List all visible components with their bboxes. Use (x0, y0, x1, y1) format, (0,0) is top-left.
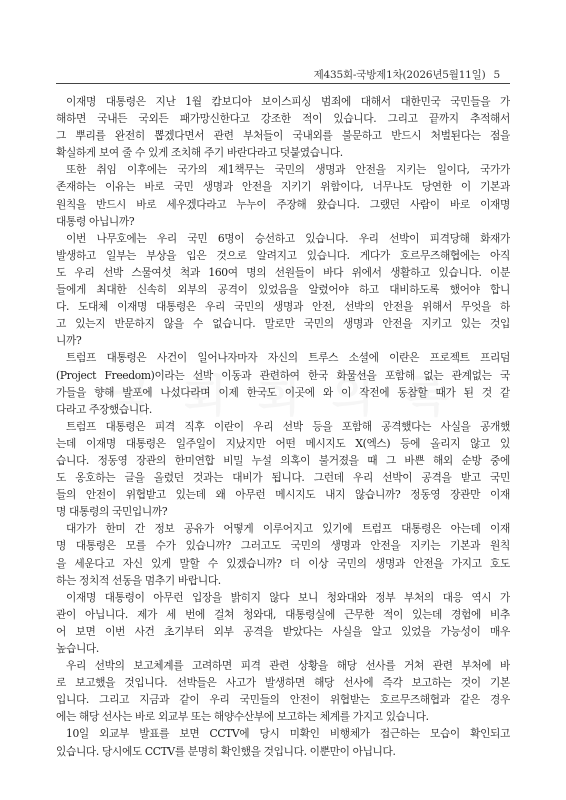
text-line: 도 옹호하는 글을 올렸던 것과는 대비가 됩니다. 그런데 우리 선박이 공격을 받고 국민 (56, 471, 510, 485)
document-body (56, 93, 510, 760)
text-line: 명 대통령은 모를 수가 있습니까? 그러고도 국민의 생명과 안전을 지키는 기본과 원칙 (56, 539, 510, 553)
text-line: 관이 아닙니다. 제가 세 번에 걸쳐 청와대, 대통령실에 근무한 적이 있는데 경험에 비추 (56, 607, 510, 621)
text-line: 트럼프 대통령은 사건이 일어나자마자 자신의 트루스 소셜에 이란은 프로젝트 프리덤 (66, 351, 510, 365)
text-line: 에는 해당 선사는 바로 외교부 또는 해양수산부에 보고하는 체계를 가지고 있습니다. (56, 710, 429, 724)
text-line: 하는 정치적 선동을 멈추기 바랍니다. (56, 573, 221, 587)
text-line: 습니다. 정동영 장관의 한미연합 비밀 누설 의혹이 불거졌을 때 그 바쁜 해외 순방 중에 (56, 453, 510, 467)
text-line: (Project Freedom)이라는 선박 이동과 관련하여 한국 화물선을 포함해 없는 관계없는 국 (56, 368, 510, 382)
text-line: 우리 선박의 보고체계를 고려하면 피격 관련 상황을 해당 선사를 거쳐 관련 부처에 바 (66, 659, 510, 673)
text-line: 높습니다. (56, 642, 99, 655)
paragraph (56, 349, 510, 417)
text-line: 이재명 대통령이 아무런 입장을 밝히지 않다 보니 청와대와 정부 부처의 대응 역시 가 (66, 590, 510, 604)
text-line: 대가가 한미 간 정보 공유가 어떻게 이루어지고 있기에 트럼프 대통령은 아는데 이재 (66, 522, 510, 536)
text-line: 발생하고 일부는 부상을 입은 것으로 알려지고 있습니다. 게다가 호르무즈해협에는 아직 (56, 248, 510, 262)
text-line: 그 뿌리를 완전히 뽑겠다면서 관련 부처들이 국내외를 불문하고 반드시 처벌된다는 점을 (56, 129, 510, 143)
header-title: 제435회-국방제1차(2026년5월11일) (313, 69, 486, 81)
text-line: 10일 외교부 발표를 보면 CCTV에 당시 미확인 비행체가 접근하는 모습이 확인되고 (66, 727, 510, 741)
header-divider (56, 83, 510, 84)
text-line: 원칙을 반드시 바로 세우겠다라고 누누이 주장해 왔습니다. 그랬던 사람이 바로 이재명 (56, 197, 510, 211)
text-line: 들에게 최대한 신속히 외부의 공격이 있었음을 알렸어야 하고 대비하도록 했어야 합니 (56, 283, 510, 297)
paragraph (56, 230, 510, 350)
text-line: 도 우리 선박 스물여섯 척과 160여 명의 선원들이 바다 위에서 생활하고 있습니다. 이분 (56, 265, 510, 279)
text-line: 어 보면 이번 사건 초기부터 외부 공격을 받았다는 사실을 알고 있었을 가능성이 매우 (56, 624, 510, 638)
page-header (314, 67, 500, 82)
text-line: 명 대통령의 국민입니까? (56, 505, 168, 519)
text-line: 는데 이재명 대통령은 일주일이 지났지만 어떤 메시지도 X(엑스) 등에 올리지 않고 있 (56, 436, 510, 450)
text-line: 로 보고했을 것입니다. 선박들은 사고가 발생하면 해당 선사에 즉각 보고하는 것이 기본 (56, 676, 510, 690)
text-line: 이재명 대통령은 지난 1월 캄보디아 보이스피싱 범죄에 대해서 대한민국 국민들을 가 (66, 95, 510, 108)
text-line: 니까? (56, 334, 82, 348)
text-line: 대통령 아닙니까? (56, 214, 135, 228)
text-line: 을 세운다고 자신 있게 말할 수 있겠습니까? 더 이상 국민의 생명과 안전을 가지고 호도 (56, 556, 510, 570)
text-line: 입니다. 그리고 지금과 같이 우리 국민들의 안전이 위협받는 호르무즈해협과 같은 경우 (56, 693, 510, 707)
text-line: 다라고 주장했습니다. (56, 402, 152, 416)
text-line: 있습니다. 당시에도 CCTV를 분명히 확인했을 것입니다. 이뿐만이 아닙니다. (56, 744, 396, 758)
paragraph (56, 520, 510, 588)
paragraph (56, 589, 510, 657)
text-line: 고 있는지 반문하지 않을 수 없습니다. 말로만 국민의 생명과 안전을 지키고 있는 것입 (56, 317, 510, 331)
text-line: 존재하는 이유는 바로 국민 생명과 안전을 지키기 위함이다, 너무나도 당연한 이 기본과 (56, 180, 510, 194)
text-line: 이번 나무호에는 우리 국민 6명이 승선하고 있습니다. 우리 선박이 피격당해 화재가 (66, 231, 510, 245)
text-line: 가들을 향해 발포에 나섰다라며 이제 한국도 이곳에 와 이 작전에 동참할 때가 된 것 같 (56, 385, 510, 399)
text-line: 또한 취임 이후에는 국가의 제1책무는 국민의 생명과 안전을 지키는 일이다, 국가가 (66, 163, 510, 177)
paragraph (56, 161, 510, 229)
text-line: 해하면 국내든 국외든 패가망신한다고 강조한 적이 있습니다. 그리고 끝까지 추적해서 (56, 112, 510, 126)
text-line: 들의 안전이 위협받고 있는데 왜 아무런 메시지도 내지 않습니까? 정동영 장관만 이재 (56, 488, 510, 502)
paragraph (56, 418, 510, 521)
paragraph (56, 93, 510, 161)
paragraph (56, 657, 510, 725)
paragraph (56, 725, 510, 759)
page-number: 5 (493, 69, 500, 81)
text-line: 다. 도대체 이재명 대통령은 우리 국민의 생명과 안전, 선박의 안전을 위해서 무엇을 하 (56, 300, 510, 314)
text-line: 트럼프 대통령은 피격 직후 이란이 우리 선박 등을 포함해 공격했다는 사실을 공개했 (66, 419, 510, 433)
text-line: 확실하게 보여 줄 수 있게 조치해 주기 바란다라고 덧붙였습니다. (56, 146, 343, 160)
